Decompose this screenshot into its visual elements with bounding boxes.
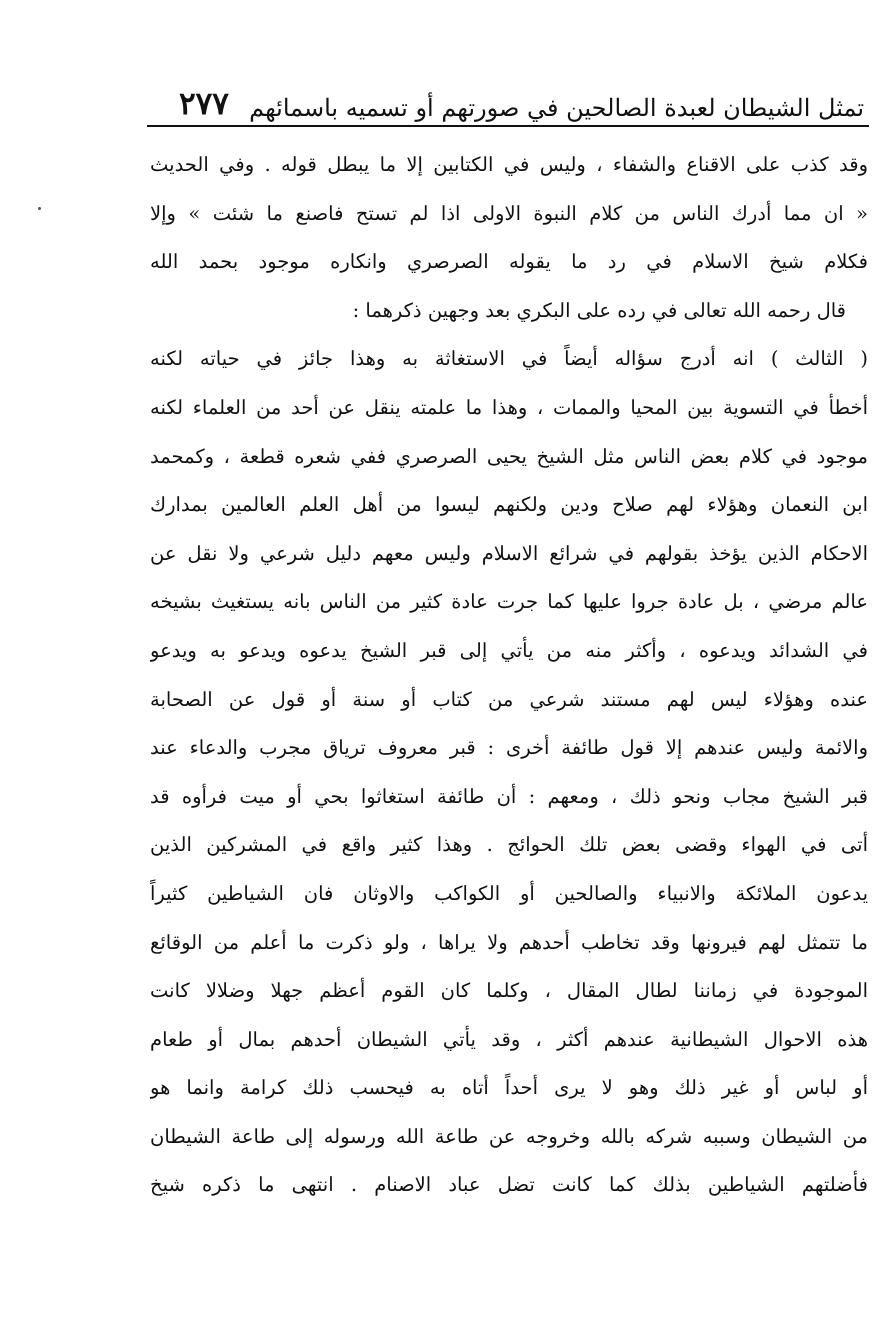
page-number: ٢٧٧ [179, 86, 229, 122]
text-line: ما تتمثل لهم فيرونها وقد تخاطب أحدهم ولا يراها ، ولو ذكرت ما أعلم من الوقائع [150, 930, 868, 954]
text-line: فأضلتهم الشياطين بذلك كما كانت تضل عباد الاصنام . انتهى ما ذكره شيخ [150, 1173, 868, 1197]
text-line: وقد كذب على الاقناع والشفاء ، وليس في الكتابين إلا ما يبطل قوله . وفي الحديث [150, 153, 868, 176]
text-line: ابن النعمان وهؤلاء لهم صلاح ودين ولكنهم ليسوا من أهل العلم العالمين بمدارك [150, 493, 868, 517]
page-header [147, 70, 870, 122]
text-line: والائمة وليس عندهم إلا قول طائفة أخرى : قبر معروف ترياق مجرب والدعاء عند [150, 736, 868, 760]
text-line: الاحكام الذين يؤخذ بقولهم في شرائع الاسلام وليس معهم دليل شرعي ولا نقل عن [150, 541, 868, 565]
header-rule [147, 125, 869, 127]
text-line: قال رحمه الله تعالى في رده على البكري بعد وجهين ذكرهما : [352, 298, 846, 322]
text-line: ( الثالث ) انه أدرج سؤاله أيضاً في الاستغاثة به وهذا جائز في حياته لكنه [150, 347, 868, 371]
text-line: أخطأ في التسوية بين المحيا والممات ، وهذا ما علمته ينقل عن أحد من العلماء لكنه [150, 395, 868, 419]
text-line: « ان مما أدرك الناس من كلام النبوة الاولى اذا لم تستح فاصنع ما شئت » وإلا [150, 201, 868, 225]
text-line: أتى في الهواء وقضى بعض تلك الحوائج . وهذا كثير واقع في المشركين الذين [150, 833, 868, 857]
text-line: قبر الشيخ مجاب ونحو ذلك ، ومعهم : أن طائفة استغاثوا بحي أو ميت فرأوه قد [150, 784, 868, 808]
running-title: تمثل الشيطان لعبدة الصالحين في صورتهم أو تسميه باسمائهم [249, 94, 864, 122]
text-line: يدعون الملائكة والانبياء والصالحين أو الكواكب والاوثان فان الشياطين كثيراً [150, 881, 868, 905]
text-line: في الشدائد ويدعوه ، وأكثر منه من يأتي إلى قبر الشيخ يدعوه ويدعو به ويدعو [150, 638, 868, 662]
body-text [150, 141, 868, 1210]
text-line: عنده وهؤلاء ليس لهم مستند شرعي من كتاب أو سنة أو قول عن الصحابة [150, 687, 868, 711]
text-line: فكلام شيخ الاسلام في رد ما يقوله الصرصري وانكاره موجود بحمد الله [150, 250, 868, 274]
text-line: من الشيطان وسببه شركه بالله وخروجه عن طاعة الله ورسوله إلى طاعة الشيطان [150, 1124, 868, 1148]
text-line: أو لباس أو غير ذلك وهو لا يرى أحداً أتاه به فيحسب ذلك كرامة وانما هو [150, 1076, 868, 1100]
text-line: عالم مرضي ، بل عادة جروا عليها كما جرت عادة كثير من الناس بانه يستغيث بشيخه [150, 590, 868, 614]
margin-speck [38, 207, 41, 210]
text-line: هذه الاحوال الشيطانية عندهم أكثر ، وقد يأتي الشيطان أحدهم بمال أو طعام [150, 1027, 868, 1051]
text-line: موجود في كلام بعض الناس مثل الشيخ يحيى الصرصري ففي شعره قطعة ، وكمحمد [150, 444, 868, 468]
text-line: الموجودة في زماننا لطال المقال ، وكلما كان القوم أعظم جهلا وضلالا كانت [150, 979, 868, 1003]
